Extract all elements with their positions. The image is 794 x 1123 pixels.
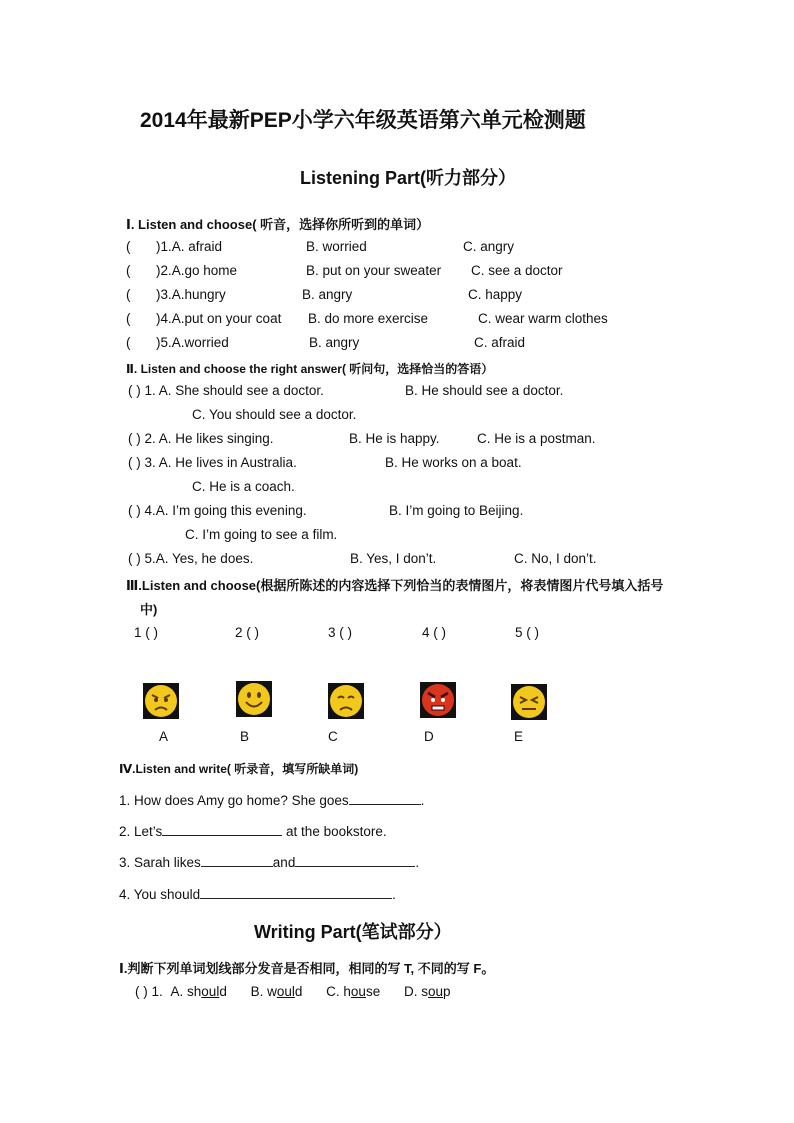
- face-label-b: B: [240, 729, 250, 744]
- word-d: D. soup: [403, 984, 451, 999]
- q4-option-a[interactable]: ( ) 4.A. I’m going this evening.: [128, 503, 307, 518]
- page-title: 2014年最新PEP小学六年级英语第六单元检测题: [140, 109, 586, 132]
- q1-option-b: B. He should see a doctor.: [405, 383, 564, 398]
- answer-bracket-1[interactable]: 1 ( ): [134, 625, 159, 640]
- q3-option-b: B. He works on a boat.: [385, 455, 522, 470]
- answer-bracket[interactable]: (: [126, 311, 131, 326]
- option-b: B. put on your sweater: [306, 263, 442, 278]
- word-b: B. would: [250, 984, 303, 999]
- answer-blank[interactable]: [162, 822, 282, 836]
- answer-blank[interactable]: [349, 791, 421, 805]
- sad-face-icon: [328, 683, 364, 719]
- answer-bracket[interactable]: ( ) 1.: [135, 984, 163, 999]
- section-4-heading: Ⅳ.Listen and write( 听录音，填写所缺单词): [119, 762, 359, 776]
- answer-bracket[interactable]: (: [126, 287, 131, 302]
- answer-blank[interactable]: [201, 853, 273, 867]
- listening-part-heading: Listening Part(听力部分）: [300, 168, 517, 188]
- answer-bracket[interactable]: (: [126, 335, 131, 350]
- word-c: C. house: [326, 984, 381, 999]
- section-2-heading: Ⅱ. Listen and choose the right answer( 听问句，选择恰当的答语）: [126, 362, 494, 376]
- option-b: B. angry: [309, 335, 360, 350]
- face-label-d: D: [424, 729, 434, 744]
- q5-option-c: C. No, I don’t.: [514, 551, 597, 566]
- write-question-1: 1. How does Amy go home? She goes .: [119, 793, 425, 808]
- answer-bracket-4[interactable]: 4 ( ): [422, 625, 447, 640]
- option-b: B. do more exercise: [308, 311, 429, 326]
- face-label-c: C: [328, 729, 338, 744]
- option-b: B. worried: [306, 239, 367, 254]
- furious-face-icon: [420, 682, 456, 718]
- write-question-2: 2. Let’s at the bookstore.: [119, 824, 387, 839]
- answer-bracket[interactable]: (: [126, 239, 131, 254]
- q1-option-a[interactable]: ( ) 1. A. She should see a doctor.: [128, 383, 324, 398]
- q1-option-c: C. You should see a doctor.: [192, 407, 357, 422]
- answer-bracket[interactable]: (: [126, 263, 131, 278]
- grimacing-face-icon: [511, 684, 547, 720]
- q5-option-b: B. Yes, I don’t.: [350, 551, 437, 566]
- q3-option-c: C. He is a coach.: [192, 479, 295, 494]
- q2-option-b: B. He is happy.: [349, 431, 440, 446]
- pronunciation-question-1: [135, 984, 451, 999]
- face-label-e: E: [514, 729, 524, 744]
- q4-option-b: B. I’m going to Beijing.: [389, 503, 524, 518]
- answer-bracket-2[interactable]: 2 ( ): [235, 625, 260, 640]
- option-a: )4.A.put on your coat: [156, 311, 282, 326]
- option-c: C. wear warm clothes: [478, 311, 608, 326]
- face-label-a: A: [159, 729, 169, 744]
- section-3-heading: Ⅲ.Listen and choose(根据所陈述的内容选择下列恰当的表情图片，将表情图片代号填入括号: [126, 578, 664, 593]
- answer-blank[interactable]: [200, 885, 392, 899]
- q2-option-c: C. He is a postman.: [477, 431, 596, 446]
- option-a: )1.A. afraid: [156, 239, 223, 254]
- smiling-face-icon: [236, 681, 272, 717]
- option-a: )3.A.hungry: [156, 287, 226, 302]
- section-3-heading-cont: 中): [140, 602, 158, 617]
- q5-option-a[interactable]: ( ) 5.A. Yes, he does.: [128, 551, 254, 566]
- option-a: )5.A.worried: [156, 335, 229, 350]
- write-question-4: 4. You should .: [119, 887, 396, 902]
- writing-part-heading: Writing Part(笔试部分）: [254, 922, 452, 942]
- option-b: B. angry: [302, 287, 353, 302]
- option-c: C. happy: [468, 287, 523, 302]
- q4-option-c: C. I’m going to see a film.: [185, 527, 338, 542]
- section-1-heading: Ⅰ. Listen and choose( 听音，选择你所听到的单词）: [126, 217, 430, 232]
- writing-section-1-heading: Ⅰ.判断下列单词划线部分发音是否相同，相同的写 T, 不同的写 F。: [119, 961, 495, 976]
- option-a: )2.A.go home: [156, 263, 238, 278]
- word-a: A. should: [170, 984, 227, 999]
- write-question-3: 3. Sarah likes and .: [119, 855, 420, 870]
- angry-face-icon: [143, 683, 179, 719]
- answer-bracket-3[interactable]: 3 ( ): [328, 625, 353, 640]
- option-c: C. afraid: [474, 335, 526, 350]
- option-c: C. angry: [463, 239, 515, 254]
- option-c: C. see a doctor: [471, 263, 563, 278]
- answer-blank[interactable]: [295, 853, 415, 867]
- answer-bracket-5[interactable]: 5 ( ): [515, 625, 540, 640]
- q3-option-a[interactable]: ( ) 3. A. He lives in Australia.: [128, 455, 297, 470]
- q2-option-a[interactable]: ( ) 2. A. He likes singing.: [128, 431, 274, 446]
